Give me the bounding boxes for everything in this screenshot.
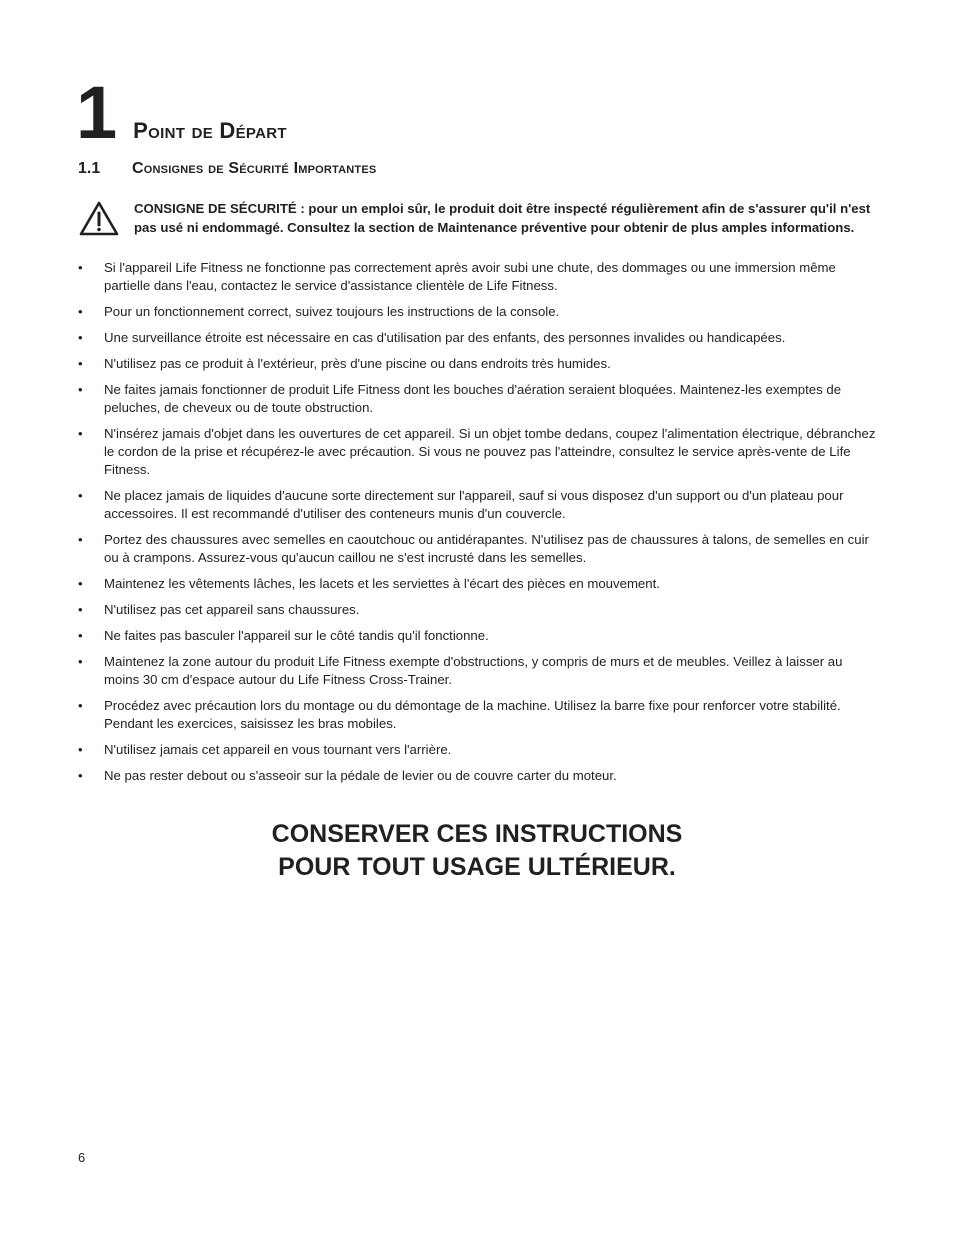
bullet: • <box>78 330 83 345</box>
list-item <box>78 767 876 785</box>
list-item <box>78 303 876 321</box>
safety-list <box>78 259 876 793</box>
list-item-text: Ne placez jamais de liquides d'aucune sorte directement sur l'appareil, sauf si vous disposez d'un support ou d'un plateau pour accessoires. Il est recommandé d'utiliser des conteneurs munis d'un couvercle. <box>104 488 844 521</box>
bullet: • <box>78 698 83 713</box>
bullet: • <box>78 426 83 441</box>
list-item-text: Ne pas rester debout ou s'asseoir sur la pédale de levier ou de couvre carter du moteur. <box>104 768 617 783</box>
list-item <box>78 575 876 593</box>
bullet: • <box>78 382 83 397</box>
list-item <box>78 381 876 417</box>
section-heading <box>78 160 376 178</box>
list-item <box>78 329 876 347</box>
list-item-text: Maintenez la zone autour du produit Life Fitness exempte d'obstructions, y compris de murs et de meubles. Veillez à laisser au moins 30 cm d'espace autour du Life Fitness Cross-Trainer. <box>104 654 843 687</box>
section-title: Consignes de Sécurité Importantes <box>132 160 377 177</box>
list-item-text: Une surveillance étroite est nécessaire en cas d'utilisation par des enfants, des personnes invalides ou handicapées. <box>104 330 786 345</box>
list-item <box>78 425 876 479</box>
bullet: • <box>78 260 83 275</box>
chapter-number: 1 <box>76 71 116 154</box>
closing-line-1: CONSERVER CES INSTRUCTIONS <box>271 820 683 848</box>
list-item-text: Maintenez les vêtements lâches, les lacets et les serviettes à l'écart des pièces en mouvement. <box>104 576 660 591</box>
list-item <box>78 259 876 295</box>
list-item <box>78 355 876 373</box>
list-item-text: N'utilisez pas cet appareil sans chaussures. <box>104 602 360 617</box>
bullet: • <box>78 488 83 503</box>
warning-triangle-icon <box>78 200 120 238</box>
bullet: • <box>78 628 83 643</box>
list-item-text: Si l'appareil Life Fitness ne fonctionne pas correctement après avoir subi une chute, des dommages ou une immersion même partielle dans l'eau, contactez le service d'assistance clientèle de Life Fitness. <box>104 260 836 293</box>
list-item <box>78 697 876 733</box>
safety-warning <box>78 200 878 238</box>
page-number: 6 <box>78 1150 86 1165</box>
list-item <box>78 741 876 759</box>
bullet: • <box>78 576 83 591</box>
closing-line-2: POUR TOUT USAGE ULTÉRIEUR. <box>278 853 676 881</box>
closing-notice <box>0 818 954 884</box>
chapter-heading <box>76 71 287 154</box>
list-item <box>78 653 876 689</box>
bullet: • <box>78 602 83 617</box>
list-item-text: Ne faites pas basculer l'appareil sur le côté tandis qu'il fonctionne. <box>104 628 489 643</box>
section-number: 1.1 <box>78 160 101 177</box>
list-item-text: Ne faites jamais fonctionner de produit Life Fitness dont les bouches d'aération seraient bloquées. Maintenez-les exemptes de peluches, de cheveux ou de toute obstruction. <box>104 382 842 415</box>
list-item-text: Portez des chaussures avec semelles en caoutchouc ou antidérapantes. N'utilisez pas de chaussures à talons, de semelles en cuir ou à crampons. Assurez-vous qu'aucun caillou ne s'est incrusté dans les semelles. <box>104 532 869 565</box>
list-item-text: N'utilisez jamais cet appareil en vous tournant vers l'arrière. <box>104 742 452 757</box>
bullet: • <box>78 532 83 547</box>
list-item-text: Pour un fonctionnement correct, suivez toujours les instructions de la console. <box>104 304 560 319</box>
bullet: • <box>78 654 83 669</box>
list-item <box>78 531 876 567</box>
warning-text: CONSIGNE DE SÉCURITÉ : pour un emploi sûr, le produit doit être inspecté régulièrement afin de s'assurer qu'il n'est pas usé ni endommagé. Consultez la section de Maintenance préventive pour obtenir de plus amples informations. <box>134 201 871 235</box>
bullet: • <box>78 742 83 757</box>
list-item <box>78 601 876 619</box>
list-item <box>78 627 876 645</box>
bullet: • <box>78 304 83 319</box>
bullet: • <box>78 768 83 783</box>
list-item-text: N'utilisez pas ce produit à l'extérieur, près d'une piscine ou dans endroits très humides. <box>104 356 611 371</box>
list-item-text: N'insérez jamais d'objet dans les ouvertures de cet appareil. Si un objet tombe dedans, coupez l'alimentation électrique, débranchez le cordon de la prise et récupérez-le avec précaution. Si vous ne pouvez pas l'atteindre, consultez le service après-vente de Life Fitness. <box>104 426 876 477</box>
list-item-text: Procédez avec précaution lors du montage ou du démontage de la machine. Utilisez la barre fixe pour renforcer votre stabilité. Pendant les exercices, saisissez les bras mobiles. <box>104 698 841 731</box>
chapter-title: Point de Départ <box>133 118 287 143</box>
bullet: • <box>78 356 83 371</box>
list-item <box>78 487 876 523</box>
